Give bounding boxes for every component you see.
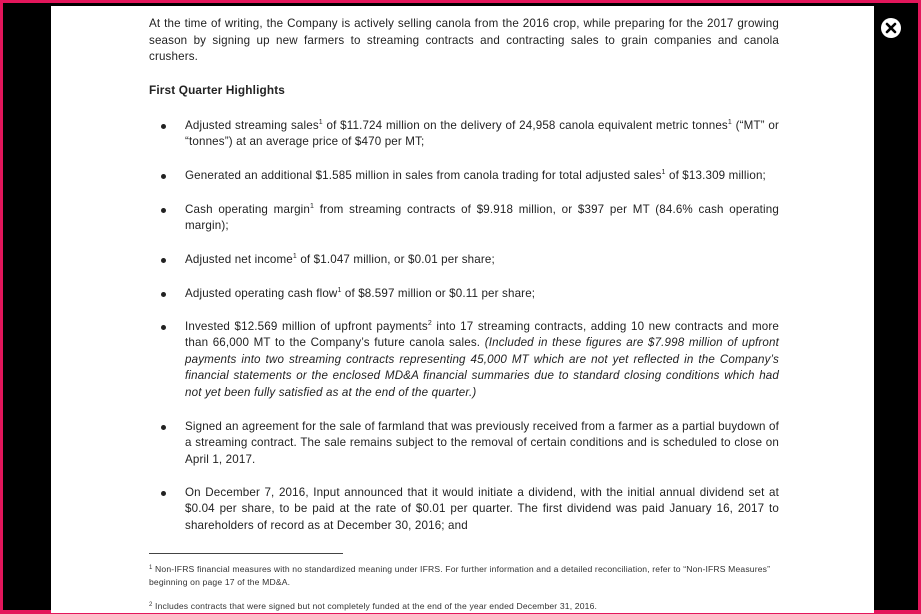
highlight-text: from streaming contracts of $9.918 million, or $397 per MT (84.6% cash operating margin);	[185, 203, 779, 233]
highlight-text: of $1.047 million, or $0.01 per share;	[296, 253, 495, 266]
highlight-text: of $11.724 million on the delivery of 24,958 canola equivalent metric tonnes	[322, 119, 728, 132]
highlight-item	[185, 168, 779, 184]
footnote-marker: 1	[661, 169, 666, 176]
footnote-marker: 1	[337, 287, 342, 294]
bullet-icon	[161, 425, 169, 430]
highlight-text: Adjusted streaming sales	[185, 119, 319, 132]
close-button[interactable]	[881, 18, 901, 38]
intro-paragraph: At the time of writing, the Company is actively selling canola from the 2016 crop, while preparing for the 2017 growing season by signing up new farmers to streaming contracts and contracting sales to grain companies and canola crushers.	[149, 17, 779, 64]
footnote-marker: 1	[318, 119, 323, 126]
bullet-icon	[161, 325, 169, 330]
highlight-item	[185, 252, 779, 268]
highlight-text: Invested $12.569 million of upfront payments	[185, 320, 428, 333]
footnote-mark: 1	[149, 565, 153, 571]
footnote-item	[149, 563, 781, 589]
footnote-marker: 1	[727, 119, 732, 126]
bullet-icon	[161, 258, 169, 263]
highlight-text: (“MT” or “tonnes”) at an average price of $470 per MT;	[185, 119, 779, 149]
highlight-text: (Included in these figures are $7.998 million of upfront payments into two streaming contracts representing 45,000 MT which are not yet reflected in the Company’s financial statements or the enclosed MD&A financial summaries due to standard closing conditions which had not yet been fully satisfied as at the end of the quarter.)	[185, 336, 779, 399]
footnote-marker: 2	[427, 320, 432, 327]
highlight-text: Generated an additional $1.585 million in sales from canola trading for total adjusted sales	[185, 169, 662, 182]
section-heading: First Quarter Highlights	[149, 83, 285, 97]
highlight-item	[185, 419, 779, 468]
highlight-text: of $13.309 million;	[665, 169, 766, 182]
highlight-text: On December 7, 2016, Input announced that it would initiate a dividend, with the initial annual dividend set at $0.04 per share, to be paid at the rate of $0.01 per quarter. The first dividend was paid January 16, 2017 to shareholders of record as at December 30, 2016; and	[185, 486, 779, 532]
bullet-icon	[161, 174, 169, 179]
document-page	[51, 6, 874, 613]
footnote-text: Non-IFRS financial measures with no standardized meaning under IFRS. For further information and a detailed reconciliation, refer to “Non-IFRS Measures” beginning on page 17 of the MD&A.	[149, 564, 771, 587]
highlight-text: Adjusted operating cash flow	[185, 287, 338, 300]
highlight-text: Adjusted net income	[185, 253, 293, 266]
highlight-text: Signed an agreement for the sale of farmland that was previously received from a farmer as a partial buydown of a streaming contract. The sale remains subject to the removal of certain conditions and is scheduled to close on April 1, 2017.	[185, 420, 779, 466]
footnote-text: Includes contracts that were signed but not completely funded at the end of the year ended December 31, 2016.	[152, 601, 598, 611]
footnote-marker: 1	[292, 253, 297, 260]
highlight-text: of $8.597 million or $0.11 per share;	[341, 287, 536, 300]
bullet-icon	[161, 124, 169, 129]
highlight-item	[185, 286, 779, 302]
highlight-item	[185, 202, 779, 235]
highlight-item	[185, 118, 779, 151]
bullet-icon	[161, 292, 169, 297]
bullet-icon	[161, 208, 169, 213]
footnote-marker: 1	[310, 203, 315, 210]
highlight-text: into 17 streaming contracts, adding 10 new contracts and more than 66,000 MT to the Company’s future canola sales.	[185, 320, 779, 350]
footnote-divider	[149, 553, 343, 554]
highlight-text: Cash operating margin	[185, 203, 310, 216]
close-icon	[885, 22, 897, 34]
highlight-item	[185, 319, 779, 401]
footnote-mark: 2	[149, 602, 153, 608]
bullet-icon	[161, 491, 169, 496]
footnote-item	[149, 600, 781, 613]
highlight-item	[185, 485, 779, 534]
